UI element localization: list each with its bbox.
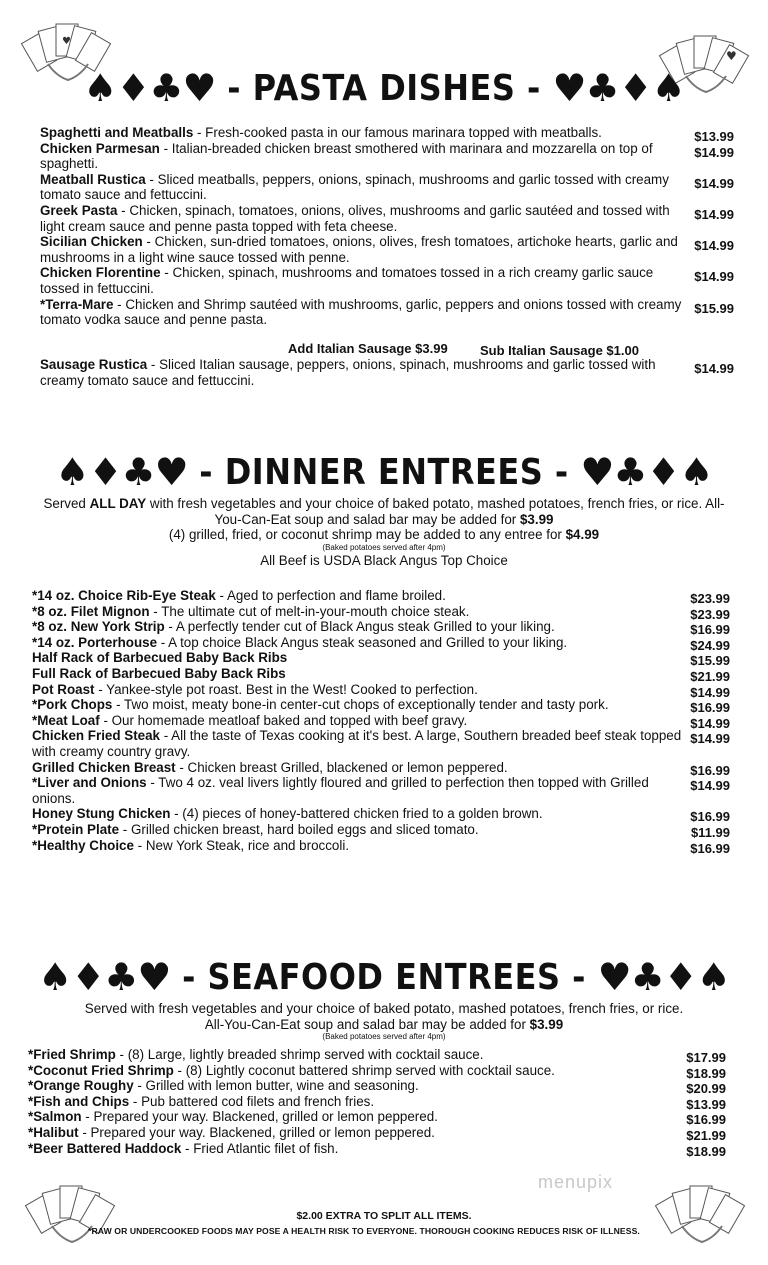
item-desc: - Chicken, spinach, mushrooms and tomatoes tossed in a rich creamy garlic sauce tossed in fettuccini. — [40, 265, 654, 296]
item-desc: - Our homemade meatloaf baked and topped with beef gravy. — [99, 712, 468, 728]
menu-item — [40, 234, 734, 265]
menu-item — [32, 822, 730, 838]
item-desc: - Chicken breast Grilled, blackened or lemon peppered. — [175, 759, 508, 775]
item-desc: - Chicken, spinach, tomatoes, onions, olives, mushrooms and garlic sautéed and tossed with light cream sauce and penne pasta topped with feta cheese. — [40, 202, 670, 234]
menu-item — [32, 650, 730, 669]
item-desc: - (8) Large, lightly breaded shrimp served with cocktail sauce. — [115, 1047, 484, 1062]
item-price: $18.99 — [686, 1143, 726, 1159]
item-price: $16.99 — [686, 1112, 726, 1128]
intro-line3-price: $4.99 — [565, 527, 600, 543]
menu-item — [40, 357, 734, 388]
suits-left-icon: ♠♦♣♥ — [83, 66, 216, 110]
item-desc: - Two 4 oz. veal livers lightly floured and grilled to perfection then topped with Grilled onions. — [32, 775, 649, 806]
dinner-title: - DINNER ENTREES - — [199, 451, 569, 493]
item-name: Pot Roast — [32, 681, 95, 697]
item-name: *8 oz. Filet Mignon — [32, 603, 150, 619]
pasta-last-item — [40, 357, 734, 388]
menu-item — [40, 203, 734, 234]
dinner-menu-list — [32, 588, 730, 856]
item-name: *Beer Battered Haddock — [28, 1140, 182, 1156]
suits-right-icon: ♥♣♦♠ — [580, 450, 713, 494]
item-desc: - Sliced meatballs, peppers, onions, spinach, mushrooms and garlic tossed with creamy tomato sauce and fettuccini. — [40, 171, 669, 203]
pasta-addon-sub: Sub Italian Sausage $1.00 — [480, 343, 639, 358]
menu-item — [32, 697, 730, 716]
suits-left-icon: ♠♦♣♥ — [38, 955, 171, 999]
menu-item — [28, 1063, 726, 1079]
item-price: $11.99 — [690, 824, 730, 840]
item-desc: - Fried Atlantic filet of fish. — [181, 1140, 339, 1156]
item-price: $14.99 — [690, 778, 730, 794]
item-name: *Coconut Fried Shrimp — [28, 1062, 174, 1078]
item-name: *Liver and Onions — [32, 775, 147, 791]
suits-right-icon: ♥♣♦♠ — [552, 66, 685, 110]
item-name: Greek Pasta — [40, 202, 118, 218]
item-desc: - Pub battered cod filets and french fries. — [129, 1093, 375, 1109]
seafood-intro-line2: All-You-Can-Eat soup and salad bar may be added for — [204, 1016, 530, 1032]
item-name: Sicilian Chicken — [40, 234, 143, 250]
item-desc: - Fresh-cooked pasta in our famous marinara topped with meatballs. — [193, 125, 602, 140]
menu-item — [32, 806, 730, 825]
menu-item — [40, 172, 734, 203]
seafood-intro-price: $3.99 — [529, 1016, 564, 1032]
item-desc: - Italian-breaded chicken breast smothered with marinara and mozzarella on top of spaghetti. — [40, 140, 653, 172]
item-name: *Orange Roughy — [28, 1078, 134, 1094]
pasta-section-title — [0, 66, 768, 110]
seafood-intro-line1: Served with fresh vegetables and your choice of baked potato, mashed potatoes, french fries, or rice. — [84, 1001, 684, 1016]
item-price: $23.99 — [690, 591, 730, 606]
item-price: $14.99 — [694, 206, 734, 222]
item-name: *Salmon — [28, 1109, 82, 1125]
item-name: Sausage Rustica — [40, 357, 148, 372]
item-price: $14.99 — [694, 238, 734, 254]
item-name: *Meat Loaf — [32, 712, 100, 728]
item-name: *Halibut — [28, 1124, 79, 1140]
menu-item — [32, 760, 730, 776]
item-desc: - Sliced Italian sausage, peppers, onions, spinach, mushrooms and garlic tossed with creamy tomato sauce and fettuccini. — [40, 357, 656, 388]
menu-item — [28, 1109, 726, 1128]
item-price: $14.99 — [690, 731, 730, 747]
menu-item — [32, 666, 730, 682]
seafood-menu-list — [28, 1047, 726, 1159]
menu-item — [28, 1047, 726, 1063]
item-name: Chicken Florentine — [40, 265, 161, 281]
dinner-intro — [0, 496, 768, 568]
item-name: *Fish and Chips — [28, 1093, 130, 1109]
item-desc: - Two moist, meaty bone-in center-cut chops of exceptionally tender and tasty pork. — [112, 697, 609, 713]
item-price: $16.99 — [690, 840, 730, 856]
intro-price: $3.99 — [519, 511, 554, 527]
item-desc: - All the taste of Texas cooking at it's best. A large, Southern breaded beef steak topped with creamy country gravy. — [32, 728, 682, 759]
item-price: $14.99 — [690, 715, 730, 731]
item-name: Half Rack of Barbecued Baby Back Ribs — [32, 650, 288, 666]
suits-left-icon: ♠♦♣♥ — [55, 450, 188, 494]
item-name: Chicken Parmesan — [40, 140, 160, 156]
item-price: $16.99 — [690, 700, 730, 716]
item-price: $17.99 — [686, 1050, 726, 1065]
item-name: *Terra-Mare — [40, 296, 114, 312]
item-price: $20.99 — [686, 1081, 726, 1097]
intro-rest: with fresh vegetables and your choice of baked potato, mashed potatoes, french fries, or rice. All-You-Can-Eat soup and salad bar may be added for — [146, 496, 725, 527]
item-price: $21.99 — [686, 1127, 726, 1143]
item-desc: - The ultimate cut of melt-in-your-mouth choice steak. — [149, 603, 470, 619]
seafood-title: - SEAFOOD ENTREES - — [182, 956, 586, 998]
intro-line3: (4) grilled, fried, or coconut shrimp may be added to any entree for — [168, 527, 566, 543]
seafood-intro-small-note: (Baked potatoes served after 4pm) — [322, 1032, 446, 1042]
item-desc: - (8) Lightly coconut battered shrimp served with cocktail sauce. — [173, 1062, 555, 1078]
item-name: Grilled Chicken Breast — [32, 759, 176, 775]
intro-allday: ALL DAY — [89, 496, 147, 511]
item-price: $13.99 — [686, 1096, 726, 1112]
menu-item — [28, 1141, 726, 1157]
item-desc: - (4) pieces of honey-battered chicken fried to a golden brown. — [170, 806, 543, 822]
pasta-addon-add: Add Italian Sausage $3.99 — [288, 341, 448, 356]
item-name: Meatball Rustica — [40, 171, 146, 187]
menu-item — [32, 713, 730, 729]
item-price: $14.99 — [694, 361, 734, 376]
intro-served: Served — [43, 496, 90, 511]
item-name: *8 oz. New York Strip — [32, 619, 165, 635]
item-name: *14 oz. Choice Rib-Eye Steak — [32, 588, 216, 603]
menu-item — [32, 588, 730, 604]
menu-item — [32, 682, 730, 698]
menu-item — [40, 265, 734, 296]
item-name: Spaghetti and Meatballs — [40, 125, 194, 140]
item-name: *Protein Plate — [32, 821, 120, 837]
item-name: Chicken Fried Steak — [32, 728, 161, 744]
item-price: $14.99 — [694, 269, 734, 285]
item-price: $23.99 — [690, 606, 730, 622]
item-price: $15.99 — [694, 300, 734, 316]
item-price: $24.99 — [690, 637, 730, 653]
pasta-title: - PASTA DISHES - — [227, 67, 541, 109]
seafood-intro — [0, 1001, 768, 1042]
item-desc: - A top choice Black Angus steak seasoned and Grilled to your liking. — [157, 634, 568, 650]
item-desc: - Chicken, sun-dried tomatoes, onions, olives, fresh tomatoes, artichoke hearts, garlic and mushrooms in a light wine sauce tossed with penne. — [40, 234, 678, 265]
item-price: $15.99 — [690, 653, 730, 669]
item-name: Honey Stung Chicken — [32, 806, 171, 822]
item-price: $16.99 — [690, 622, 730, 638]
item-desc: - Prepared your way. Blackened, grilled or lemon peppered. — [78, 1124, 435, 1140]
menu-item — [28, 1125, 726, 1141]
menu-item — [32, 604, 730, 620]
item-desc: - Grilled with lemon butter, wine and seasoning. — [133, 1078, 419, 1094]
item-price: $21.99 — [690, 668, 730, 684]
pasta-menu-list — [40, 125, 734, 328]
svg-text:♥: ♥ — [62, 36, 71, 47]
menu-item — [40, 141, 734, 172]
item-desc: - New York Steak, rice and broccoli. — [133, 837, 350, 853]
item-price: $16.99 — [690, 809, 730, 825]
menu-item — [32, 619, 730, 638]
item-desc: - Aged to perfection and flame broiled. — [215, 588, 446, 603]
item-price: $16.99 — [690, 762, 730, 778]
item-price: $18.99 — [686, 1065, 726, 1081]
item-desc: - A perfectly tender cut of Black Angus steak Grilled to your liking. — [164, 619, 555, 635]
menu-item — [28, 1094, 726, 1110]
item-price: $14.99 — [690, 684, 730, 700]
menu-item — [40, 297, 734, 328]
item-name: *14 oz. Porterhouse — [32, 634, 158, 650]
item-price: $13.99 — [694, 129, 734, 144]
item-price: $14.99 — [694, 144, 734, 160]
item-desc: - Grilled chicken breast, hard boiled eggs and sliced tomato. — [119, 821, 479, 837]
item-desc: - Prepared your way. Blackened, grilled or lemon peppered. — [81, 1109, 438, 1125]
menu-item — [40, 125, 734, 144]
dinner-section-title — [0, 450, 768, 494]
item-desc: - Yankee-style pot roast. Best in the West! Cooked to perfection. — [94, 681, 478, 697]
item-name: Full Rack of Barbecued Baby Back Ribs — [32, 665, 286, 681]
item-name: *Fried Shrimp — [28, 1047, 116, 1062]
menu-item — [28, 1078, 726, 1097]
menu-item — [32, 838, 730, 854]
menu-item — [32, 728, 730, 759]
intro-small-note: (Baked potatoes served after 4pm) — [322, 542, 446, 552]
suits-right-icon: ♥♣♦♠ — [597, 955, 730, 999]
svg-text:♥: ♥ — [726, 49, 737, 63]
item-price: $14.99 — [694, 175, 734, 191]
seafood-section-title — [0, 955, 768, 999]
split-note: $2.00 EXTRA TO SPLIT ALL ITEMS. — [296, 1210, 472, 1222]
intro-beef-note: All Beef is USDA Black Angus Top Choice — [260, 552, 508, 568]
watermark-text: menupix — [538, 1172, 614, 1192]
menu-item — [32, 635, 730, 651]
menu-item — [32, 775, 730, 806]
health-warning: *RAW OR UNDERCOOKED FOODS MAY POSE A HEALTH RISK TO EVERYONE. THOROUGH COOKING REDUCES RISK OF ILLNESS. — [88, 1226, 640, 1236]
item-name: *Healthy Choice — [32, 837, 134, 853]
item-name: *Pork Chops — [32, 697, 113, 713]
item-desc: - Chicken and Shrimp sautéed with mushrooms, garlic, peppers and onions tossed with creamy tomato vodka sauce and penne pasta. — [40, 296, 682, 328]
